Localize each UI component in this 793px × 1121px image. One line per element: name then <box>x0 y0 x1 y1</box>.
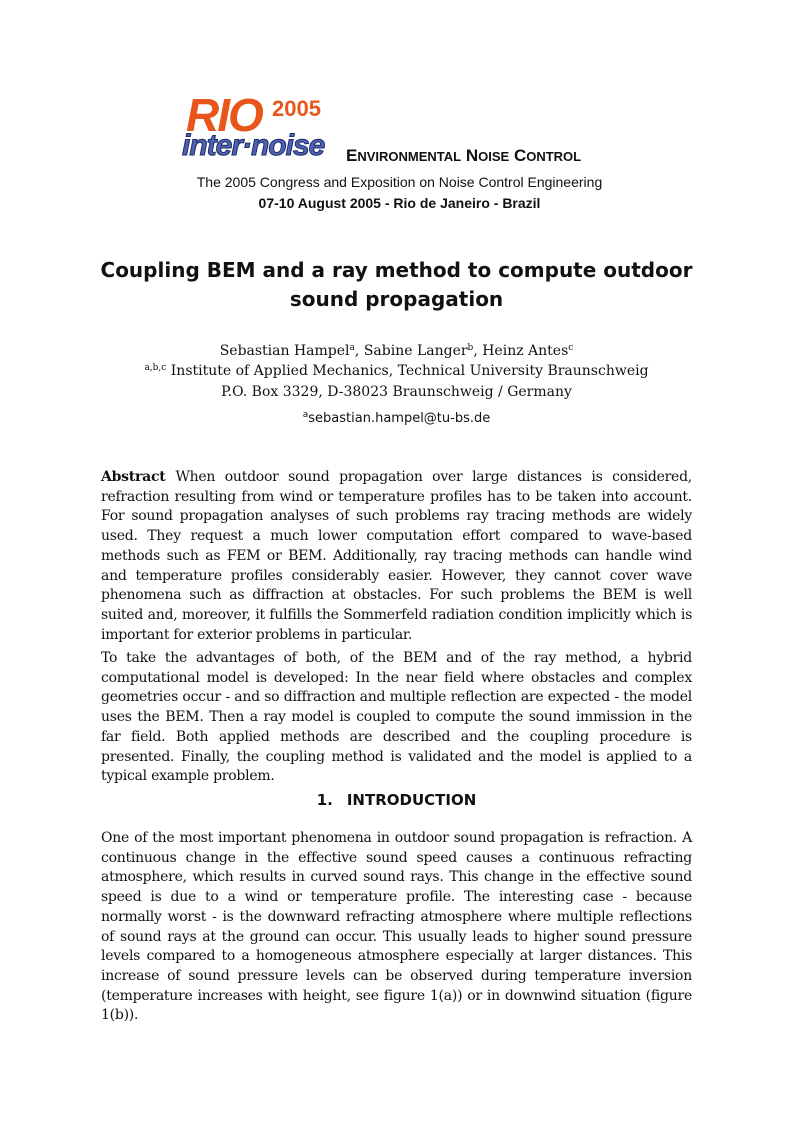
abstract-paragraph-2: To take the advantages of both, of the BEM and of the ray method, a hybrid computational model is developed: In the near field where obstacles and complex geometries occur - and so diffraction and multiple reflection are expected - the model uses the BEM. Then a ray model is coupled to compute the sound immission in the far field. Both applied methods are described and the coupling procedure is presented. Finally, the coupling method is validated and the model is applied to a typical example problem. <box>101 650 692 785</box>
series-word-initial: C <box>513 146 527 165</box>
author-name: Heinz Antes <box>482 343 569 359</box>
abstract-text: When outdoor sound propagation over large distances is considered, refraction resulting from wind or temperature profiles has to be taken into account. For sound propagation analyses of such problems ray tracing methods are widely used. They request a much lower computation effort compared to wave-based methods such as FEM or BEM. Additionally, ray tracing methods can handle wind and temperature profiles considerably easier. However, they cannot cover wave phenomena such as diffraction at obstacles. For such problems the BEM is well suited and, moreover, it fulfills the Sommerfeld radiation condition implicitly which is important for exterior problems in particular. <box>101 469 692 643</box>
series-word-initial: N <box>465 146 479 165</box>
affiliation-marks: a,b,c <box>144 363 167 373</box>
conference-logo <box>178 89 346 166</box>
congress-date-place: 07-10 August 2005 - Rio de Janeiro - Brazil <box>258 195 541 211</box>
series-word-rest: ONTROL <box>526 149 582 164</box>
affiliation-line <box>0 362 793 380</box>
author-name: Sabine Langer <box>363 343 468 359</box>
contact-email <box>0 410 793 428</box>
logo-year-text: 2005 <box>272 96 321 121</box>
section-title: INTRODUCTION <box>346 791 477 809</box>
abstract-paragraph <box>101 468 692 645</box>
email-mark: a <box>302 410 309 420</box>
email-address: sebastian.hampel@tu-bs.de <box>308 411 491 426</box>
author-mark: a <box>349 343 355 353</box>
affiliation-address: P.O. Box 3329, D-38023 Braunschweig / Germany <box>221 384 572 400</box>
author-mark: c <box>568 343 574 353</box>
logo-internoise-text: inter·noise <box>182 129 325 162</box>
author-list: Sebastian Hampel$^a$, Sabine Langer$^b$, Heinz Antes$^c$ <box>219 343 574 359</box>
series-word-rest: OISE <box>478 149 510 164</box>
section-number: 1. <box>316 791 333 809</box>
series-title <box>346 146 581 167</box>
intro-paragraph: One of the most important phenomena in outdoor sound propagation is refraction. A continuous change in the effective sound speed causes a continuous refracting atmosphere, which results in curved sound rays. This change in the effective sound speed is due to a wind or temperature profile. The interesting case - because normally worst - is the downward refracting atmosphere where multiple reflections of sound rays at the ground can occur. This usually leads to higher sound pressure levels compared to a homogeneous atmosphere especially at larger distances. This increase of sound pressure levels can be observed during temperature inversion (temperature increases with height, see figure 1(a)) or in downwind situation (figure 1(b)). <box>101 830 692 1024</box>
author-name: Sebastian Hampel <box>219 343 350 359</box>
affiliation-text: Institute of Applied Mechanics, Technical University Braunschweig <box>170 363 649 379</box>
series-word-initial: E <box>346 146 358 165</box>
abstract-label: Abstract <box>101 469 166 485</box>
series-word-rest: NVIRONMENTAL <box>357 149 462 164</box>
congress-name: The 2005 Congress and Exposition on Noise Control Engineering <box>196 174 603 190</box>
logo-rio-text: RIO <box>186 89 262 141</box>
title-line: sound propagation <box>289 287 504 311</box>
author-mark: b <box>467 343 474 353</box>
paper-title <box>90 256 703 314</box>
title-line: Coupling BEM and a ray method to compute outdoor <box>100 258 693 282</box>
section-heading <box>0 790 793 810</box>
